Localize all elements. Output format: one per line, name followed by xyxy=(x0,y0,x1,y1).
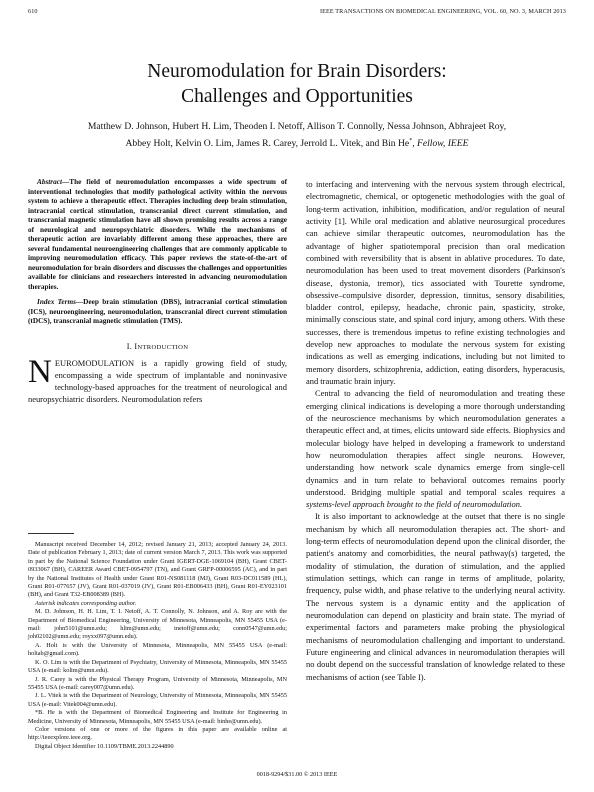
abstract-label: Abstract xyxy=(37,178,62,186)
body-paragraph: It is also important to acknowledge at the outset that there is no single mechanism by which all neuromodulation therapies act. The short- and long-term effects of neuromodulation depend upon the clinical disorder, the patient's anatomy and comorbidities, the neural pathway(s) targeted, the modality of stimulation, the duration of stimulation, and the applied stimulation settings, which can range in terms of amplitude, polarity, frequency, pulse width, and phase relative to the underlying neural activity. The nervous system is a dynamic entity and the application of neuromodulation can depend on plasticity and brain state. The myriad of experimental factors and parameters make probing the physiological mechanisms of neuromodulation challenging and important to understand. Future engineering and clinical advances in neuromodulation therapies will no doubt depend on the successful translation of knowledge related to these mechanisms of action (see Table I). xyxy=(306,511,565,682)
footnote-affiliation: J. R. Carey is with the Physical Therapy Program, University of Minnesota, Minneapolis, MN 55455 USA (e-mail: carey007@umn.edu). xyxy=(28,675,287,691)
page-number: 610 xyxy=(28,8,38,15)
paper-title xyxy=(20,59,574,109)
intro-text: EUROMODULATION is a rapidly growing field of study, encompassing a wide spectrum of implantable and noninvasive technology-based approaches for the treatment of neurological and neuropsychiatric disorders. Neuromodulation refers xyxy=(28,357,287,405)
running-head xyxy=(28,8,566,18)
corresponding-star: * xyxy=(409,138,413,144)
intro-paragraph xyxy=(28,353,287,406)
left-column xyxy=(28,178,287,406)
index-terms xyxy=(28,298,287,327)
section-heading-introduction: I. INTRODUCTION xyxy=(126,341,189,351)
copyright-line: 0018-9294/$31.00 © 2013 IEEE xyxy=(256,771,338,778)
abstract xyxy=(28,178,287,292)
footnote-affiliation: M. D. Johnson, H. H. Lim, T. I. Netoff, A. T. Connolly, N. Johnson, and A. Roy are with the Department of Biomedical Engineering, University of Minnesota, Minneapolis, MN 55455 USA (e-mail: john5101@umn.edu; hlim@umn.edu; tnetoff@umn.edu; conn0547@umn.edu; joh02102@umn.edu; royxx097@umn.edu). xyxy=(28,608,287,641)
footnote-affiliation: A. Holt is with the University of Minnesota, Minneapolis, MN 55455 USA (e-mail: holtab@gmail.com). xyxy=(28,641,287,658)
journal-header: IEEE TRANSACTIONS ON BIOMEDICAL ENGINEERING, VOL. 60, NO. 3, MARCH 2013 xyxy=(319,8,566,15)
authors-line-1: Matthew D. Johnson, Hubert H. Lim, Theoden I. Netoff, Allison T. Connolly, Nessa Johnson, Abhrajeet Roy, xyxy=(87,121,507,132)
abstract-text: —The field of neuromodulation encompasses a wide spectrum of interventional technologies that modify pathological activity within the nervous system to achieve a therapeutic effect. Therapies including deep brain stimulation, intracranial cortical stimulation, transcranial direct current stimulation, and transcranial magnetic stimulation have all shown promising results across a range of neurological and neuropsychiatric disorders. While the mechanisms of therapeutic action are invariably different among these approaches, there are several fundamental neuroengineering challenges that are commonly applicable to improving neuromodulation efficacy. This paper reviews the state-of-the-art of neuromodulation for brain disorders and discusses the challenges and opportunities available for clinicians and researchers interested in advancing neuromodulation therapies. xyxy=(28,178,287,291)
title-line-2: Challenges and Opportunities xyxy=(181,86,413,107)
author-list xyxy=(40,119,554,151)
footnote-affiliation: J. L. Vitek is with the Department of Neurology, University of Minnesota, Minneapolis, MN 55455 USA (e-mail: Vitek004@umn.edu). xyxy=(28,692,287,708)
footnote-affiliation: *B. He is with the Department of Biomedical Engineering and Institute for Engineering in Medicine, University of Minnesota, Minneapolis, MN 55455 USA (e-mail: binhe@umn.edu). xyxy=(28,709,287,725)
drop-cap: N xyxy=(28,353,52,390)
authors-line-2: Abbey Holt, Kelvin O. Lim, James R. Carey, Jerrold L. Vitek, and Bin He xyxy=(125,138,410,150)
index-terms-text: —Deep brain stimulation (DBS), intracranial cortical stimulation (ICS), neuroengineering, neuromodulation, transcranial direct current stimulation (tDCS), transcranial magnetic stimulation (TMS). xyxy=(28,298,287,325)
footnote-rule xyxy=(28,533,74,534)
right-column xyxy=(306,178,565,683)
fellow-ieee: , Fellow, IEEE xyxy=(412,138,469,150)
footnote-asterisk-note: Asterisk indicates corresponding author. xyxy=(35,599,137,607)
footnote-affiliation: K. O. Lim is with the Department of Psychiatry, University of Minnesota, Minneapolis, MN 55455 USA (e-mail: kolim@umn.edu). xyxy=(28,658,287,675)
footnote-manuscript: Manuscript received December 14, 2012; revised January 21, 2013; accepted January 24, 2013. Date of publication February 1, 2013; date of current version March 7, 2013. This work was supported in part by the National Science Foundation under Grant IGERT-DGE-1069104 (BH), Grant CBET-0933067 (BH), CAREER Award CBET-0954797 (TN), and Grant GRFP-00006595 (AC), and in part by the National Institutes of Health under Grant R01-NS081118 (MJ), Grant R03-DC011589 (HL), Grant R01-077657 (JV), Grant R01-037019 (JV), Grant R01-EB006433 (BH), Grant R01-EY023101 (BH), and Grant T32-EB008389 (BH). xyxy=(28,541,287,599)
title-line-1: Neuromodulation for Brain Disorders: xyxy=(147,61,447,82)
footnotes xyxy=(28,541,287,751)
index-terms-label: Index Terms xyxy=(37,298,76,306)
footnote-color-note: Color versions of one or more of the figures in this paper are available online at http://ieeexplore.ieee.org. xyxy=(28,725,287,742)
footnote-doi: Digital Object Identifier 10.1109/TBME.2013.2244890 xyxy=(35,742,174,750)
body-paragraph: Central to advancing the field of neuromodulation and treating these emerging clinical indications is developing a more thorough understanding of the neuroscience mechanisms by which neuromodulation generates a therapeutic effect and, at times, elicits untoward side effects. Biophysics and molecular biology have helped in developing a framework to understand how neuromodulation therapies affect single neurons. However, understanding how network scale dynamics emerge from single-cell dynamics and in turn relate to behavioral outcomes remains poorly understood. Bridging multiple spatial and temporal scales requires a systems-level approach brought to the field of neuromodulation. xyxy=(306,388,565,510)
body-paragraph: to interfacing and intervening with the nervous system through electrical, electromagnetic, chemical, or optogenetic methodologies with the goal of long-term activation, inhibition, modification, and/or regulation of neural activity [1]. While oral medication and ablative neurosurgical procedures can achieve similar therapeutic outcomes, neuromodulation has the advantage of higher spatiotemporal precision than oral medication combined with reversibility that is absent in ablative procedures. To date, neuromodulation has been used to treat movement disorders (Parkinson's disease, dystonia, tremor), tics associated with Tourette syndrome, obsessive–compulsive disorder, depression, tinnitus, sensory disabilities, bladder control, epilepsy, headache, chronic pain, spasticity, stroke, minimally conscious state, and spinal cord injury, among others. With these successes, there is tremendous impetus to refine existing technologies and develop new approaches to modulate the nervous system for existing indications as well as emerging indications, including but not limited to memory disorders, schizophrenia, addiction, eating disorders, hyperacusis, and traumatic brain injury. xyxy=(306,179,565,386)
